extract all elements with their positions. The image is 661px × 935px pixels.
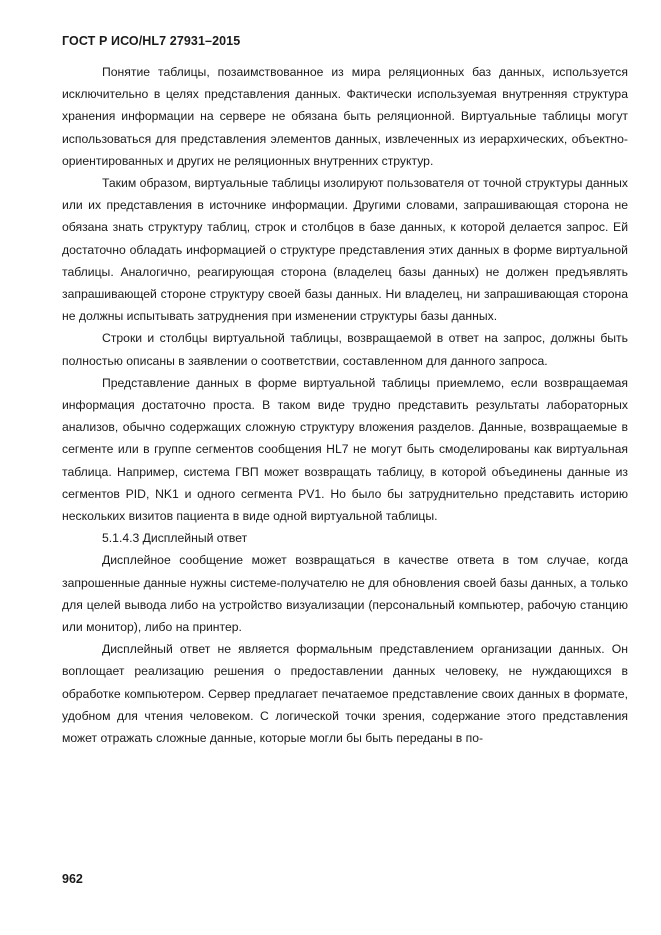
paragraph-rows-columns: Строки и столбцы виртуальной таблицы, возвращаемой в ответ на запрос, должны быть полностью описаны в заявлении о соответствии, составленном для данного запроса. bbox=[62, 331, 628, 368]
paragraph-display-message: Дисплейное сообщение может возвращаться в качестве ответа в том случае, когда запрошенные данные нужны системе-получателю не для обновления своей базы данных, а только для целей вывода либо на устройство визуализации (персональный компьютер, рабочую станцию или монитор), либо на принтер. bbox=[62, 553, 628, 635]
section-heading-display-response: 5.1.4.3 Дисплейный ответ bbox=[102, 531, 248, 546]
standard-header: ГОСТ Р ИСО/HL7 27931–2015 bbox=[62, 34, 241, 48]
document-body bbox=[62, 61, 628, 749]
paragraph-table-concept: Понятие таблицы, позаимствованное из мира реляционных баз данных, используется исключительно в целях представления данных. Фактически используемая внутренняя структура хранения информации на сервере не обязана быть реляционной. Виртуальные таблицы могут использоваться для представления элементов данных, извлеченных из иерархических, объектно-ориентированных и других не реляционных внутренних структур. bbox=[62, 65, 628, 168]
page-number: 962 bbox=[62, 872, 83, 886]
paragraph-virtual-tables-isolation: Таким образом, виртуальные таблицы изолируют пользователя от точной структуры данных или их представления в источнике информации. Другими словами, запрашивающая сторона не обязана знать структуру таблиц, строк и столбцов в базе данных, к которой делается запрос. Ей достаточно обладать информацией о структуре представления этих данных в форме виртуальной таблицы. Аналогично, реагирующая сторона (владелец базы данных) не должен предъявлять запрашивающей стороне структуру своей базы данных. Ни владелец, ни запрашивающая сторона не должны испытывать затруднения при изменении структуры базы данных. bbox=[62, 176, 628, 324]
paragraph-display-response: Дисплейный ответ не является формальным представлением организации данных. Он воплощает реализацию решения о предоставлении данных человеку, не нуждающихся в обработке компьютером. Сервер предлагает печатаемое представление своих данных в формате, удобном для чтения человеком. С логической точки зрения, содержание этого представления может отражать сложные данные, которые могли бы быть переданы в по- bbox=[62, 642, 628, 746]
paragraph-virtual-table-representation: Представление данных в форме виртуальной таблицы приемлемо, если возвращаемая информация достаточно проста. В таком виде трудно представить результаты лабораторных анализов, обычно содержащих сложную структуру вложения разделов. Данные, возвращаемые в сегменте или в группе сегментов сообщения HL7 не могут быть смоделированы как виртуальная таблица. Например, система ГВП может возвращать таблицу, в которой объединены данные из сегментов PID, NK1 и одного сегмента PV1. Но было бы затруднительно представить историю нескольких визитов пациента в виде одной виртуальной таблицы. bbox=[62, 375, 628, 524]
